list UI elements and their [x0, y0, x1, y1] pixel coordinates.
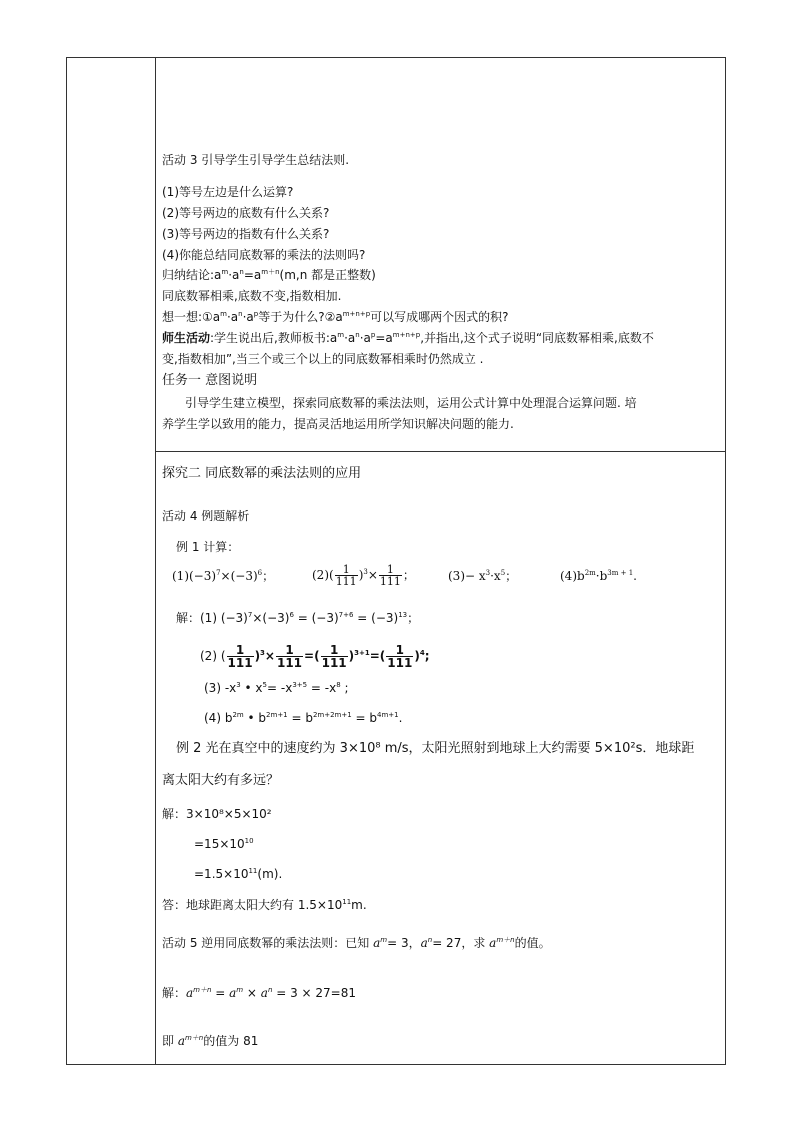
rule-statement: 同底数幂相乘,底数不变,指数相加.: [162, 289, 342, 303]
fraction-1-111: $\frac{1}{111}$: [379, 563, 401, 588]
example1-problem-2: (2)( $\frac{1}{111}$ )$^3$× $\frac{1}{111}$ ；: [312, 563, 415, 588]
teacher-activity-line2: 变,指数相加”,当三个或三个以上的同底数幂相乘时仍然成立 .: [162, 352, 484, 366]
solution-1: 解：(1) $(-3)^7\times(-3)^6 = (-3)^{7+6} = (-3)^{13}$；: [176, 611, 420, 625]
example2-solution-3: $=1.5\times 10^{11}(m)$.: [194, 867, 283, 881]
solution-2: (2) ( $\frac{1}{111}$ )$^3$× $\frac{1}{111}$ =( $\frac{1}{111}$ )$^{3+1}$=( $\frac{1}{111}$ )$^4$;: [200, 643, 430, 670]
activity5-final: 即 $a^{m+n}$的值为 81: [162, 1034, 259, 1048]
solution-4: (4) $b^{2m}$ • $b^{2m+1} = b^{2m+2m+1} = b^{4m+1}$.: [204, 711, 403, 725]
teacher-activity-line1: 师生活动:学生说出后,教师板书$:a^m\cdot a^n\cdot a^p=a^{m+n+p}$,并指出,这个式子说明“同底数幂相乘,底数不: [162, 331, 654, 345]
example1-problem-1: $(1)(-3)^7\times(-3)^6$；: [172, 569, 275, 583]
task-text-line2: 养学生学以致用的能力，提高灵活地运用所学知识解决问题的能力.: [162, 417, 514, 431]
fraction-1-111: $\frac{1}{111}$: [227, 643, 253, 670]
activity5-solution: 解：$a^{m+n} = a^m \times a^n = 3 \times 27=81$: [162, 986, 356, 1000]
example2-solution-2: $=15\times 10^{10}$: [194, 837, 254, 851]
fraction-1-111: $\frac{1}{111}$: [335, 563, 357, 588]
row-divider: [155, 451, 726, 452]
fraction-1-111: $\frac{1}{111}$: [276, 643, 303, 670]
task-text-line1: 引导学生建立模型，探索同底数幂的乘法法则，运用公式计算中处理混合运算问题. 培: [185, 396, 637, 410]
question-1: (1)等号左边是什么运算?: [162, 185, 294, 199]
think-line: 想一想$:①a^m\cdot a^n\cdot a^p$等于为什么$?②a^{m+n+p}$可以写成哪两个因式的积?: [162, 310, 509, 324]
question-4: (4)你能总结同底数幂的乘法的法则吗?: [162, 248, 366, 262]
solution-3: (3) $-x^3$ • $x^5= -x^{3+5} = -x^8$ ;: [204, 681, 349, 695]
example1-problem-4: $(4)b^{2m}\cdot b^{3m + 1}$.: [560, 569, 637, 583]
activity4-title: 活动 4 例题解析: [162, 509, 250, 523]
example1-problem-3: $(3)- x^3\cdot x^5$；: [448, 569, 518, 583]
activity5-line: 活动 5 逆用同底数幂的乘法法则：已知 $a^m= 3$，$a^n= 27$，求 $a^{m+n}$的值。: [162, 936, 551, 950]
column-divider: [155, 57, 156, 1065]
explore2-heading: 探究二 同底数幂的乘法法则的应用: [162, 466, 362, 481]
question-2: (2)等号两边的底数有什么关系?: [162, 206, 330, 220]
conclusion-line: 归纳结论$:a^m\cdot a^n=a^{m+n}(m,n$ 都是正整数): [162, 268, 376, 282]
task-heading: 任务一 意图说明: [162, 373, 258, 388]
example2-solution-1: 解：3×10⁸×5×10²: [162, 807, 272, 821]
activity3-title: 活动 3 引导学生引导学生总结法则.: [162, 153, 350, 167]
example2-line2: 离太阳大约有多远？: [162, 773, 280, 788]
example2-answer: 答：地球距离太阳大约有 $1.5\times 10^{11}m$.: [162, 898, 367, 912]
question-3: (3)等号两边的指数有什么关系?: [162, 227, 330, 241]
example1-label: 例 1 计算：: [176, 540, 240, 554]
fraction-1-111: $\frac{1}{111}$: [387, 643, 413, 670]
example2-line1: 例 2 光在真空中的速度约为 3×10⁸ m/s，太阳光照射到地球上大约需要 5×10²s．地球距: [176, 741, 695, 756]
fraction-1-111: $\frac{1}{111}$: [321, 643, 347, 670]
